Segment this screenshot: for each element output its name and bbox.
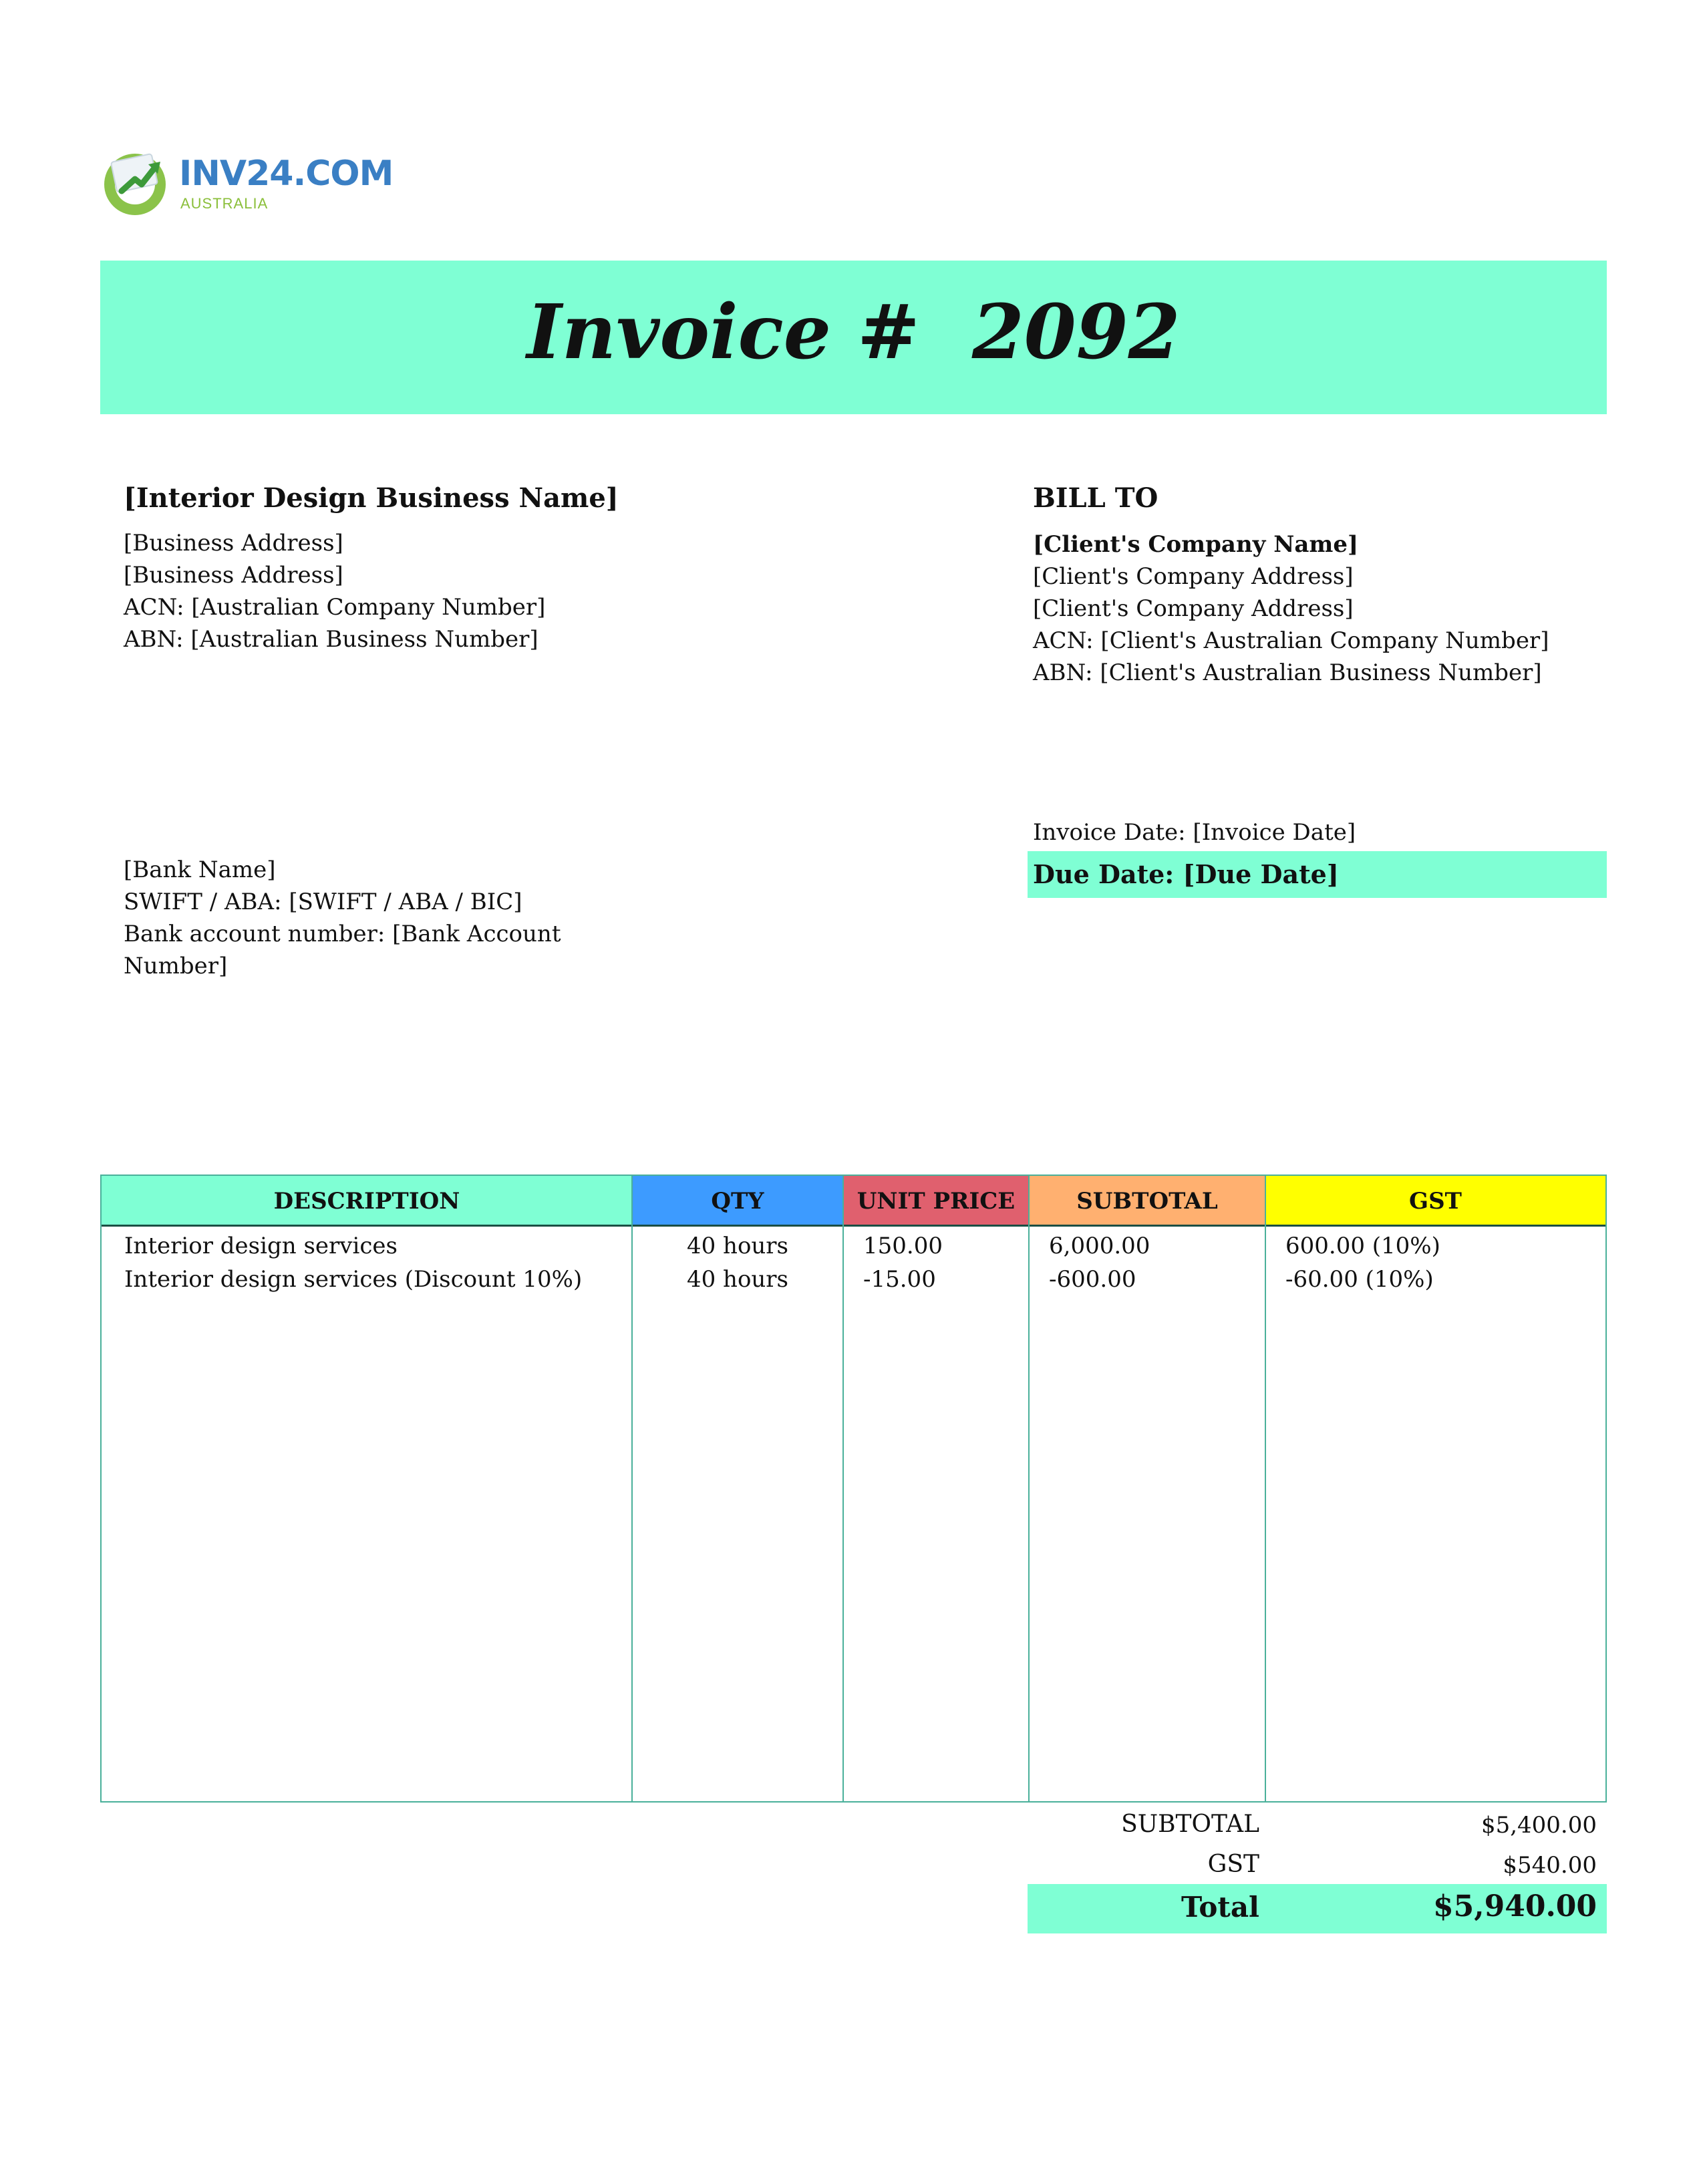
header-subtotal: SUBTOTAL — [1029, 1176, 1265, 1227]
total-label: Total — [1181, 1891, 1259, 1923]
header-unit-price: UNIT PRICE — [843, 1176, 1029, 1227]
items-table — [100, 1175, 1607, 1803]
subtotal-value: $5,400.00 — [1481, 1812, 1597, 1839]
company-logo — [100, 140, 394, 220]
business-address-line: [Business Address] — [124, 562, 343, 589]
logo-icon — [100, 146, 174, 219]
row-description: Interior design services — [124, 1233, 398, 1259]
logo-subtext: AUSTRALIA — [180, 195, 269, 212]
row-gst: -60.00 (10%) — [1285, 1266, 1434, 1293]
column-divider — [1028, 1176, 1030, 1801]
row-qty: 40 hours — [686, 1266, 789, 1293]
invoice-title: Invoice # 2092 — [526, 289, 1181, 376]
business-acn: ACN: [Australian Company Number] — [124, 594, 546, 621]
client-acn: ACN: [Client's Australian Company Number] — [1033, 627, 1549, 654]
bill-to-block — [1033, 482, 1607, 689]
client-abn: ABN: [Client's Australian Business Number] — [1033, 659, 1542, 686]
header-description: DESCRIPTION — [102, 1176, 632, 1227]
row-unit-price: 150.00 — [863, 1233, 943, 1259]
bank-details — [124, 854, 605, 982]
logo-text: INV24.COM — [179, 154, 394, 194]
column-divider — [1265, 1176, 1266, 1801]
bank-account-number: Bank account number: [Bank Account Number] — [124, 921, 561, 979]
gst-label: GST — [1207, 1851, 1259, 1878]
dates-block — [1028, 816, 1607, 898]
business-name: [Interior Design Business Name] — [124, 482, 619, 514]
due-date: Due Date: [Due Date] — [1028, 851, 1607, 898]
business-address-line: [Business Address] — [124, 530, 343, 557]
header-gst: GST — [1265, 1176, 1605, 1227]
row-gst: 600.00 (10%) — [1285, 1233, 1440, 1259]
subtotal-label: SUBTOTAL — [1121, 1811, 1259, 1838]
client-address-line: [Client's Company Address] — [1033, 595, 1354, 622]
total-bar — [1028, 1884, 1607, 1933]
invoice-date: Invoice Date: [Invoice Date] — [1033, 819, 1356, 846]
bill-to-heading: BILL TO — [1033, 482, 1158, 514]
total-value: $5,940.00 — [1433, 1889, 1597, 1923]
seller-block — [124, 482, 859, 655]
bank-name: [Bank Name] — [124, 856, 276, 883]
header-qty: QTY — [632, 1176, 843, 1227]
row-subtotal: 6,000.00 — [1049, 1233, 1150, 1259]
row-description: Interior design services (Discount 10%) — [124, 1266, 583, 1293]
title-banner — [100, 261, 1607, 414]
bank-swift: SWIFT / ABA: [SWIFT / ABA / BIC] — [124, 889, 522, 915]
row-subtotal: -600.00 — [1049, 1266, 1136, 1293]
row-unit-price: -15.00 — [863, 1266, 936, 1293]
client-company-name: [Client's Company Name] — [1033, 531, 1359, 558]
gst-value: $540.00 — [1503, 1852, 1597, 1879]
client-address-line: [Client's Company Address] — [1033, 563, 1354, 590]
row-qty: 40 hours — [686, 1233, 789, 1259]
business-abn: ABN: [Australian Business Number] — [124, 626, 538, 653]
